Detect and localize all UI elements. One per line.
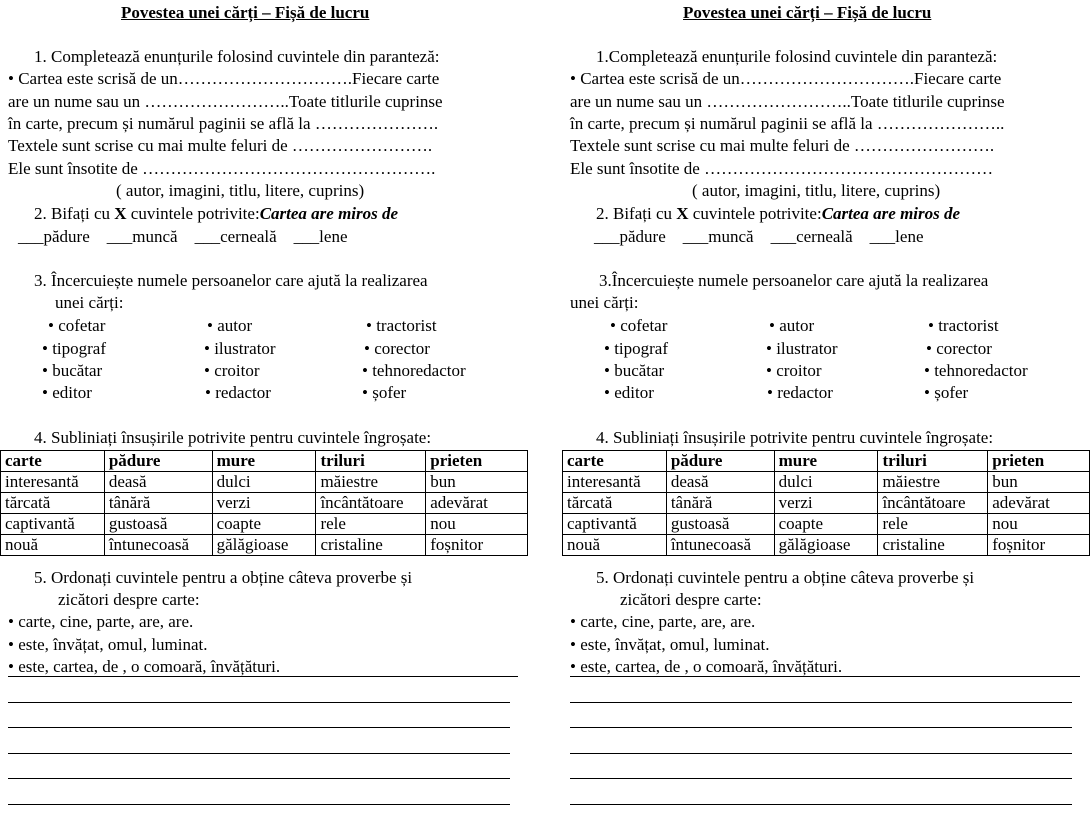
table-cell: bun bbox=[988, 472, 1090, 493]
exercise-1-word-bank: ( autor, imagini, titlu, litere, cuprins) bbox=[692, 181, 941, 200]
table-header-row bbox=[1, 451, 528, 472]
properties-table bbox=[562, 450, 1090, 556]
exercise-1-line: are un nume sau un ……………………..Toate titlurile cuprinse bbox=[570, 92, 1005, 111]
exercise-3-heading: 3. Încercuiește numele persoanelor care ajută la realizarea bbox=[34, 271, 428, 290]
table-cell: interesantă bbox=[563, 472, 667, 493]
table-header-cell: triluri bbox=[878, 451, 988, 472]
table-cell: gustoasă bbox=[666, 514, 774, 535]
person-option: • tractorist bbox=[366, 316, 437, 335]
table-header-cell: carte bbox=[563, 451, 667, 472]
table-row bbox=[1, 472, 528, 493]
person-option: • șofer bbox=[362, 383, 407, 402]
table-cell: nouă bbox=[1, 535, 105, 556]
table-cell: interesantă bbox=[1, 472, 105, 493]
table-cell: măiestre bbox=[878, 472, 988, 493]
table-cell: cristaline bbox=[878, 535, 988, 556]
exercise-2-heading-rest: cuvintele potrivite: bbox=[126, 204, 260, 223]
exercise-3-heading-cont: unei cărți: bbox=[570, 293, 639, 312]
table-cell: captivantă bbox=[1, 514, 105, 535]
table-cell: foșnitor bbox=[988, 535, 1090, 556]
table-cell: întunecoasă bbox=[104, 535, 212, 556]
answer-line bbox=[8, 804, 510, 805]
exercise-1-heading: 1. Completează enunțurile folosind cuvintele din paranteză: bbox=[34, 47, 440, 66]
table-cell: gălăgioase bbox=[212, 535, 316, 556]
table-cell: rele bbox=[316, 514, 426, 535]
table-cell: coapte bbox=[774, 514, 878, 535]
exercise-5-heading: 5. Ordonați cuvintele pentru a obține câteva proverbe și bbox=[596, 568, 975, 587]
exercise-2-options: ___pădure ___muncă ___cerneală ___lene bbox=[594, 227, 924, 246]
table-row bbox=[1, 535, 528, 556]
answer-line bbox=[8, 676, 518, 677]
table-row bbox=[563, 493, 1090, 514]
exercise-1-line: • Cartea este scrisă de un………………………….Fiecare carte bbox=[570, 69, 1002, 88]
table-cell: gălăgioase bbox=[774, 535, 878, 556]
exercise-2-heading-rest: cuvintele potrivite: bbox=[688, 204, 822, 223]
person-option: • ilustrator bbox=[204, 339, 276, 358]
table-cell: dulci bbox=[212, 472, 316, 493]
exercise-2-emphasis: Cartea are miros de bbox=[259, 204, 399, 223]
table-cell: adevărat bbox=[426, 493, 528, 514]
person-option: • croitor bbox=[204, 361, 260, 380]
proverb-words: • este, învățat, omul, luminat. bbox=[570, 635, 770, 654]
person-option: • editor bbox=[42, 383, 92, 402]
table-header-cell: pădure bbox=[104, 451, 212, 472]
person-option: • bucătar bbox=[604, 361, 665, 380]
table-cell: deasă bbox=[666, 472, 774, 493]
properties-table bbox=[0, 450, 528, 556]
table-cell: întunecoasă bbox=[666, 535, 774, 556]
table-header-row bbox=[563, 451, 1090, 472]
table-cell: nou bbox=[988, 514, 1090, 535]
exercise-2-heading bbox=[596, 204, 960, 224]
exercise-5-heading-cont: zicători despre carte: bbox=[58, 590, 200, 609]
answer-line bbox=[570, 676, 1080, 677]
exercise-4-heading: 4. Subliniați însușirile potrivite pentru cuvintele îngroșate: bbox=[34, 428, 432, 447]
table-cell: măiestre bbox=[316, 472, 426, 493]
table-cell: foșnitor bbox=[426, 535, 528, 556]
answer-line bbox=[570, 778, 1072, 779]
person-option: • autor bbox=[769, 316, 815, 335]
table-cell: nouă bbox=[563, 535, 667, 556]
person-option: • redactor bbox=[767, 383, 833, 402]
exercise-1-line: în carte, precum și numărul paginii se află la …………………. bbox=[8, 114, 439, 133]
table-cell: gustoasă bbox=[104, 514, 212, 535]
exercise-1-heading: 1.Completează enunțurile folosind cuvintele din paranteză: bbox=[596, 47, 998, 66]
person-option: • cofetar bbox=[48, 316, 106, 335]
person-option: • tehnoredactor bbox=[362, 361, 466, 380]
person-option: • redactor bbox=[205, 383, 271, 402]
table-cell: rele bbox=[878, 514, 988, 535]
table-header-cell: triluri bbox=[316, 451, 426, 472]
exercise-2-emphasis: Cartea are miros de bbox=[821, 204, 961, 223]
table-cell: captivantă bbox=[563, 514, 667, 535]
exercise-2-x-mark: X bbox=[114, 204, 127, 223]
exercise-4-heading: 4. Subliniați însușirile potrivite pentru cuvintele îngroșate: bbox=[596, 428, 994, 447]
table-cell: coapte bbox=[212, 514, 316, 535]
table-cell: încântătoare bbox=[878, 493, 988, 514]
person-option: • autor bbox=[207, 316, 253, 335]
table-cell: încântătoare bbox=[316, 493, 426, 514]
exercise-1-line: Ele sunt însotite de …………………………………………… bbox=[570, 159, 994, 178]
table-cell: cristaline bbox=[316, 535, 426, 556]
worksheet-right bbox=[562, 0, 1090, 837]
answer-line bbox=[8, 778, 510, 779]
answer-line bbox=[570, 804, 1072, 805]
table-cell: tânără bbox=[666, 493, 774, 514]
table-header-cell: prieten bbox=[988, 451, 1090, 472]
table-cell: bun bbox=[426, 472, 528, 493]
exercise-1-line: are un nume sau un ……………………..Toate titlurile cuprinse bbox=[8, 92, 443, 111]
table-row bbox=[1, 514, 528, 535]
person-option: • cofetar bbox=[610, 316, 668, 335]
worksheet-title: Povestea unei cărți – Fișă de lucru bbox=[121, 3, 370, 22]
table-cell: dulci bbox=[774, 472, 878, 493]
exercise-1-line: • Cartea este scrisă de un………………………….Fiecare carte bbox=[8, 69, 440, 88]
person-option: • tehnoredactor bbox=[924, 361, 1028, 380]
table-cell: adevărat bbox=[988, 493, 1090, 514]
person-option: • șofer bbox=[924, 383, 969, 402]
exercise-3-heading: 3.Încercuiește numele persoanelor care ajută la realizarea bbox=[599, 271, 989, 290]
table-header-cell: carte bbox=[1, 451, 105, 472]
proverb-words: • carte, cine, parte, are, are. bbox=[8, 612, 194, 631]
person-option: • tipograf bbox=[604, 339, 669, 358]
answer-line bbox=[570, 753, 1072, 754]
exercise-2-heading bbox=[34, 204, 398, 224]
answer-line bbox=[570, 702, 1072, 703]
person-option: • corector bbox=[364, 339, 430, 358]
exercise-1-line: Ele sunt însotite de ……………………………………………. bbox=[8, 159, 436, 178]
answer-line bbox=[570, 727, 1072, 728]
exercise-1-line: Textele sunt scrise cu mai multe feluri de ……………………. bbox=[570, 136, 995, 155]
exercise-1-word-bank: ( autor, imagini, titlu, litere, cuprins) bbox=[116, 181, 365, 200]
answer-line bbox=[8, 727, 510, 728]
exercise-1-line: Textele sunt scrise cu mai multe feluri de ……………………. bbox=[8, 136, 433, 155]
exercise-5-heading: 5. Ordonați cuvintele pentru a obține câteva proverbe și bbox=[34, 568, 413, 587]
worksheet-left bbox=[0, 0, 532, 837]
exercise-2-heading-text: 2. Bifați cu bbox=[34, 204, 115, 223]
person-option: • corector bbox=[926, 339, 992, 358]
exercise-2-options: ___pădure ___muncă ___cerneală ___lene bbox=[18, 227, 348, 246]
person-option: • tipograf bbox=[42, 339, 107, 358]
table-row bbox=[563, 472, 1090, 493]
table-cell: verzi bbox=[774, 493, 878, 514]
person-option: • bucătar bbox=[42, 361, 103, 380]
person-option: • tractorist bbox=[928, 316, 999, 335]
table-cell: tânără bbox=[104, 493, 212, 514]
table-cell: tărcată bbox=[563, 493, 667, 514]
person-option: • ilustrator bbox=[766, 339, 838, 358]
table-cell: nou bbox=[426, 514, 528, 535]
table-header-cell: pădure bbox=[666, 451, 774, 472]
answer-line bbox=[8, 702, 510, 703]
proverb-words: • este, cartea, de , o comoară, învățături. bbox=[8, 657, 281, 676]
answer-line bbox=[8, 753, 510, 754]
person-option: • editor bbox=[604, 383, 654, 402]
table-header-cell: mure bbox=[212, 451, 316, 472]
table-row bbox=[563, 514, 1090, 535]
table-header-cell: mure bbox=[774, 451, 878, 472]
person-option: • croitor bbox=[766, 361, 822, 380]
proverb-words: • este, învățat, omul, luminat. bbox=[8, 635, 208, 654]
exercise-2-x-mark: X bbox=[676, 204, 689, 223]
table-cell: deasă bbox=[104, 472, 212, 493]
exercise-5-heading-cont: zicători despre carte: bbox=[620, 590, 762, 609]
table-cell: tărcată bbox=[1, 493, 105, 514]
table-header-cell: prieten bbox=[426, 451, 528, 472]
exercise-3-heading-cont: unei cărți: bbox=[55, 293, 124, 312]
worksheet-title: Povestea unei cărți – Fișă de lucru bbox=[683, 3, 932, 22]
table-cell: verzi bbox=[212, 493, 316, 514]
table-row bbox=[1, 493, 528, 514]
table-row bbox=[563, 535, 1090, 556]
proverb-words: • este, cartea, de , o comoară, învățături. bbox=[570, 657, 843, 676]
proverb-words: • carte, cine, parte, are, are. bbox=[570, 612, 756, 631]
exercise-1-line: în carte, precum și numărul paginii se află la ………………….. bbox=[570, 114, 1005, 133]
exercise-2-heading-text: 2. Bifați cu bbox=[596, 204, 677, 223]
